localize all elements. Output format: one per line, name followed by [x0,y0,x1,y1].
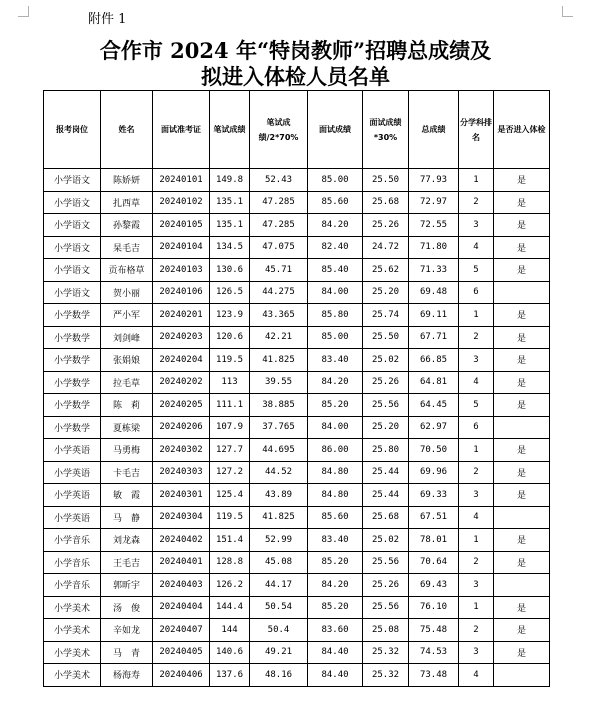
table-cell: 44.275 [250,281,308,304]
table-row [44,529,550,552]
table-cell [494,574,550,597]
table-cell: 43.365 [250,304,308,327]
table-cell: 77.93 [409,169,459,192]
table-cell: 24.72 [363,236,409,259]
table-cell: 25.44 [363,461,409,484]
table-cell: 83.40 [308,349,363,372]
table-cell: 52.43 [250,169,308,192]
table-cell: 25.74 [363,304,409,327]
table-cell: 马勇梅 [101,439,153,462]
table-cell: 是 [494,214,550,237]
table-row [44,349,550,372]
table-row [44,304,550,327]
table-cell: 25.26 [363,214,409,237]
table-cell: 125.4 [210,484,250,507]
table-cell: 43.89 [250,484,308,507]
table-cell: 71.33 [409,259,459,282]
table-cell: 拉毛草 [101,371,153,394]
table-cell: 小学数学 [44,371,101,394]
table-cell: 140.6 [210,641,250,664]
table-cell: 是 [494,326,550,349]
table-cell: 1 [459,169,494,192]
table-cell: 42.21 [250,326,308,349]
table-cell: 25.26 [363,371,409,394]
table-cell: 小学数学 [44,304,101,327]
table-cell: 67.71 [409,326,459,349]
table-row [44,641,550,664]
table-cell: 小学数学 [44,349,101,372]
results-table [43,90,550,687]
table-cell: 85.60 [308,506,363,529]
table-cell: 20240206 [153,416,210,439]
table-cell: 62.97 [409,416,459,439]
table-cell: 86.00 [308,439,363,462]
table-row [44,259,550,282]
table-row [44,371,550,394]
table-cell: 20240203 [153,326,210,349]
table-cell: 5 [459,259,494,282]
column-header: 面试准考证 [153,91,210,169]
table-cell: 126.5 [210,281,250,304]
table-cell: 20240301 [153,484,210,507]
table-row [44,506,550,529]
table-cell: 50.4 [250,619,308,642]
column-header: 面试成绩*30% [363,91,409,169]
table-cell: 1 [459,439,494,462]
table-cell: 144 [210,619,250,642]
table-cell: 20240205 [153,394,210,417]
table-cell: 50.54 [250,596,308,619]
table-cell [494,506,550,529]
table-cell: 1 [459,304,494,327]
table-cell: 84.00 [308,281,363,304]
column-header: 总成绩 [409,91,459,169]
table-row [44,439,550,462]
table-cell: 85.20 [308,394,363,417]
table-cell: 小学音乐 [44,574,101,597]
table-cell: 张娟娘 [101,349,153,372]
table-cell: 20240304 [153,506,210,529]
table-cell: 130.6 [210,259,250,282]
column-header: 面试成绩 [308,91,363,169]
table-cell: 84.20 [308,574,363,597]
table-cell: 是 [494,191,550,214]
table-cell: 85.00 [308,326,363,349]
table-cell: 小学美术 [44,619,101,642]
table-cell: 小学音乐 [44,529,101,552]
table-row [44,214,550,237]
table-cell: 20240201 [153,304,210,327]
table-cell: 20240302 [153,439,210,462]
table-cell: 王毛吉 [101,551,153,574]
table-cell: 25.26 [363,574,409,597]
table-cell: 25.56 [363,394,409,417]
table-cell: 38.885 [250,394,308,417]
table-cell: 47.285 [250,191,308,214]
column-header: 笔试成绩/2*70% [250,91,308,169]
table-cell: 74.53 [409,641,459,664]
table-cell: 49.21 [250,641,308,664]
table-cell: 郭昕宇 [101,574,153,597]
table-cell: 是 [494,439,550,462]
table-cell: 5 [459,394,494,417]
table-cell: 120.6 [210,326,250,349]
table-cell: 73.48 [409,664,459,687]
table-cell: 20240204 [153,349,210,372]
table-cell: 72.55 [409,214,459,237]
table-cell: 3 [459,484,494,507]
table-cell: 25.32 [363,641,409,664]
table-cell: 是 [494,551,550,574]
table-cell: 小学音乐 [44,551,101,574]
table-cell: 134.5 [210,236,250,259]
table-cell: 128.8 [210,551,250,574]
table-cell: 25.32 [363,664,409,687]
table-cell: 78.01 [409,529,459,552]
table-cell: 85.80 [308,304,363,327]
table-cell: 1 [459,529,494,552]
table-cell: 119.5 [210,506,250,529]
table-cell: 小学语文 [44,259,101,282]
table-cell: 孙黎霞 [101,214,153,237]
table-cell: 84.40 [308,641,363,664]
table-cell: 汤 俊 [101,596,153,619]
table-cell: 小学语文 [44,169,101,192]
table-cell: 85.00 [308,169,363,192]
table-cell: 3 [459,214,494,237]
margin-corner-mark [562,6,573,17]
table-cell: 144.4 [210,596,250,619]
table-cell: 卡毛吉 [101,461,153,484]
table-cell: 是 [494,596,550,619]
table-cell: 69.11 [409,304,459,327]
table-cell [494,664,550,687]
table-cell: 85.60 [308,191,363,214]
table-cell: 67.51 [409,506,459,529]
table-cell: 是 [494,259,550,282]
table-row [44,191,550,214]
table-cell: 66.85 [409,349,459,372]
table-cell: 小学语文 [44,281,101,304]
table-row [44,281,550,304]
table-cell: 20240401 [153,551,210,574]
table-cell: 马 青 [101,641,153,664]
table-cell: 3 [459,574,494,597]
table-cell: 85.20 [308,551,363,574]
table-cell: 2 [459,191,494,214]
table-cell: 20240106 [153,281,210,304]
table-cell: 44.52 [250,461,308,484]
table-cell: 20240303 [153,461,210,484]
table-row [44,619,550,642]
table-cell: 2 [459,619,494,642]
table-cell: 64.45 [409,394,459,417]
table-cell: 小学英语 [44,484,101,507]
table-cell: 82.40 [308,236,363,259]
table-cell: 4 [459,371,494,394]
table-cell: 刘龙森 [101,529,153,552]
table-cell: 37.765 [250,416,308,439]
table-cell: 是 [494,461,550,484]
attachment-label: 附件 1 [88,12,127,27]
table-cell: 70.50 [409,439,459,462]
table-cell: 25.44 [363,484,409,507]
table-cell: 25.20 [363,281,409,304]
table-cell: 119.5 [210,349,250,372]
table-cell: 小学语文 [44,214,101,237]
table-cell: 是 [494,529,550,552]
table-cell: 44.695 [250,439,308,462]
table-cell: 贺小丽 [101,281,153,304]
table-cell: 4 [459,664,494,687]
table-cell: 52.99 [250,529,308,552]
table-cell: 20240102 [153,191,210,214]
table-cell: 47.285 [250,214,308,237]
table-cell: 小学数学 [44,326,101,349]
table-cell: 20240101 [153,169,210,192]
table-cell: 72.97 [409,191,459,214]
table-cell: 20240404 [153,596,210,619]
table-body [44,169,550,687]
table-cell: 是 [494,169,550,192]
table-row [44,484,550,507]
table-cell: 敏 霞 [101,484,153,507]
table-cell: 71.80 [409,236,459,259]
table-cell: 20240103 [153,259,210,282]
table-row [44,169,550,192]
table-row [44,664,550,687]
column-header: 报考岗位 [44,91,101,169]
table-cell: 25.08 [363,619,409,642]
table-cell: 贡布格草 [101,259,153,282]
table-cell: 151.4 [210,529,250,552]
table-cell: 杲毛吉 [101,236,153,259]
table-row [44,596,550,619]
table-cell: 41.825 [250,349,308,372]
table-cell: 3 [459,349,494,372]
table-row [44,326,550,349]
table-cell: 126.2 [210,574,250,597]
table-cell: 4 [459,236,494,259]
table-cell: 夏栋梁 [101,416,153,439]
table-cell: 25.50 [363,326,409,349]
table-cell: 2 [459,551,494,574]
table-cell: 小学数学 [44,416,101,439]
table-cell: 113 [210,371,250,394]
table-cell: 39.55 [250,371,308,394]
table-cell: 64.81 [409,371,459,394]
table-cell: 75.48 [409,619,459,642]
table-cell: 扎西草 [101,191,153,214]
table-cell: 85.20 [308,596,363,619]
table-cell: 是 [494,484,550,507]
table-cell: 84.80 [308,484,363,507]
table-cell: 刘剑峰 [101,326,153,349]
table-cell: 25.02 [363,349,409,372]
table-row [44,236,550,259]
table-cell: 是 [494,349,550,372]
table-cell: 127.7 [210,439,250,462]
table-cell: 135.1 [210,191,250,214]
table-header-row [44,91,550,169]
table-row [44,574,550,597]
margin-corner-mark [18,6,29,17]
table-cell: 41.825 [250,506,308,529]
table-cell: 20240406 [153,664,210,687]
table-cell: 25.20 [363,416,409,439]
table-cell: 45.08 [250,551,308,574]
table-cell: 是 [494,394,550,417]
table-cell: 20240407 [153,619,210,642]
table-cell: 45.71 [250,259,308,282]
table-cell: 小学语文 [44,236,101,259]
table-cell: 马 静 [101,506,153,529]
table-cell: 25.50 [363,169,409,192]
table-cell: 127.2 [210,461,250,484]
table-cell: 83.60 [308,619,363,642]
table-cell: 137.6 [210,664,250,687]
table-row [44,461,550,484]
table-cell: 85.40 [308,259,363,282]
table-cell: 135.1 [210,214,250,237]
table-cell: 69.48 [409,281,459,304]
table-cell: 是 [494,619,550,642]
table-cell: 83.40 [308,529,363,552]
table-cell: 44.17 [250,574,308,597]
table-cell: 是 [494,236,550,259]
table-cell: 陈 莉 [101,394,153,417]
table-cell: 小学数学 [44,394,101,417]
table-cell: 123.9 [210,304,250,327]
table-cell: 是 [494,371,550,394]
table-cell: 1 [459,596,494,619]
table-cell: 是 [494,641,550,664]
table-cell: 25.56 [363,596,409,619]
table-cell: 20240405 [153,641,210,664]
table-cell: 25.68 [363,191,409,214]
table-cell: 20240104 [153,236,210,259]
table-cell: 84.80 [308,461,363,484]
table-cell: 25.68 [363,506,409,529]
table-cell: 4 [459,506,494,529]
document-title-line2: 拟进入体检人员名单 [201,64,390,89]
table-cell: 47.075 [250,236,308,259]
table-cell: 是 [494,304,550,327]
table-cell: 陈娇妍 [101,169,153,192]
table-cell: 小学语文 [44,191,101,214]
table-cell: 严小军 [101,304,153,327]
table-cell: 2 [459,461,494,484]
document-title-line1: 合作市 2024 年“特岗教师”招聘总成绩及 [99,38,492,63]
table-cell [494,281,550,304]
table-cell: 小学英语 [44,506,101,529]
table-cell: 107.9 [210,416,250,439]
table-cell: 69.43 [409,574,459,597]
table-cell: 84.40 [308,664,363,687]
table-cell: 76.10 [409,596,459,619]
table-cell: 25.02 [363,529,409,552]
table-cell: 48.16 [250,664,308,687]
table-cell: 69.96 [409,461,459,484]
column-header: 分学科排名 [459,91,494,169]
table-cell: 小学英语 [44,439,101,462]
table-cell: 20240105 [153,214,210,237]
table-row [44,416,550,439]
table-row [44,394,550,417]
table-cell: 2 [459,326,494,349]
table-cell: 小学美术 [44,641,101,664]
table-cell: 20240403 [153,574,210,597]
table-cell: 小学美术 [44,664,101,687]
table-cell: 149.8 [210,169,250,192]
table-cell: 20240202 [153,371,210,394]
table-cell: 杨海寿 [101,664,153,687]
table-cell: 69.33 [409,484,459,507]
table-cell: 84.20 [308,214,363,237]
table-cell [494,416,550,439]
table-cell: 70.64 [409,551,459,574]
table-cell: 25.80 [363,439,409,462]
column-header: 是否进入体检 [494,91,550,169]
table-cell: 辛如龙 [101,619,153,642]
table-cell: 25.56 [363,551,409,574]
column-header: 姓名 [101,91,153,169]
table-cell: 25.62 [363,259,409,282]
table-cell: 111.1 [210,394,250,417]
table-cell: 20240402 [153,529,210,552]
table-cell: 6 [459,281,494,304]
table-cell: 84.00 [308,416,363,439]
table-cell: 6 [459,416,494,439]
table-cell: 小学英语 [44,461,101,484]
table-cell: 小学美术 [44,596,101,619]
table-cell: 84.20 [308,371,363,394]
column-header: 笔试成绩 [210,91,250,169]
table-row [44,551,550,574]
table-cell: 3 [459,641,494,664]
